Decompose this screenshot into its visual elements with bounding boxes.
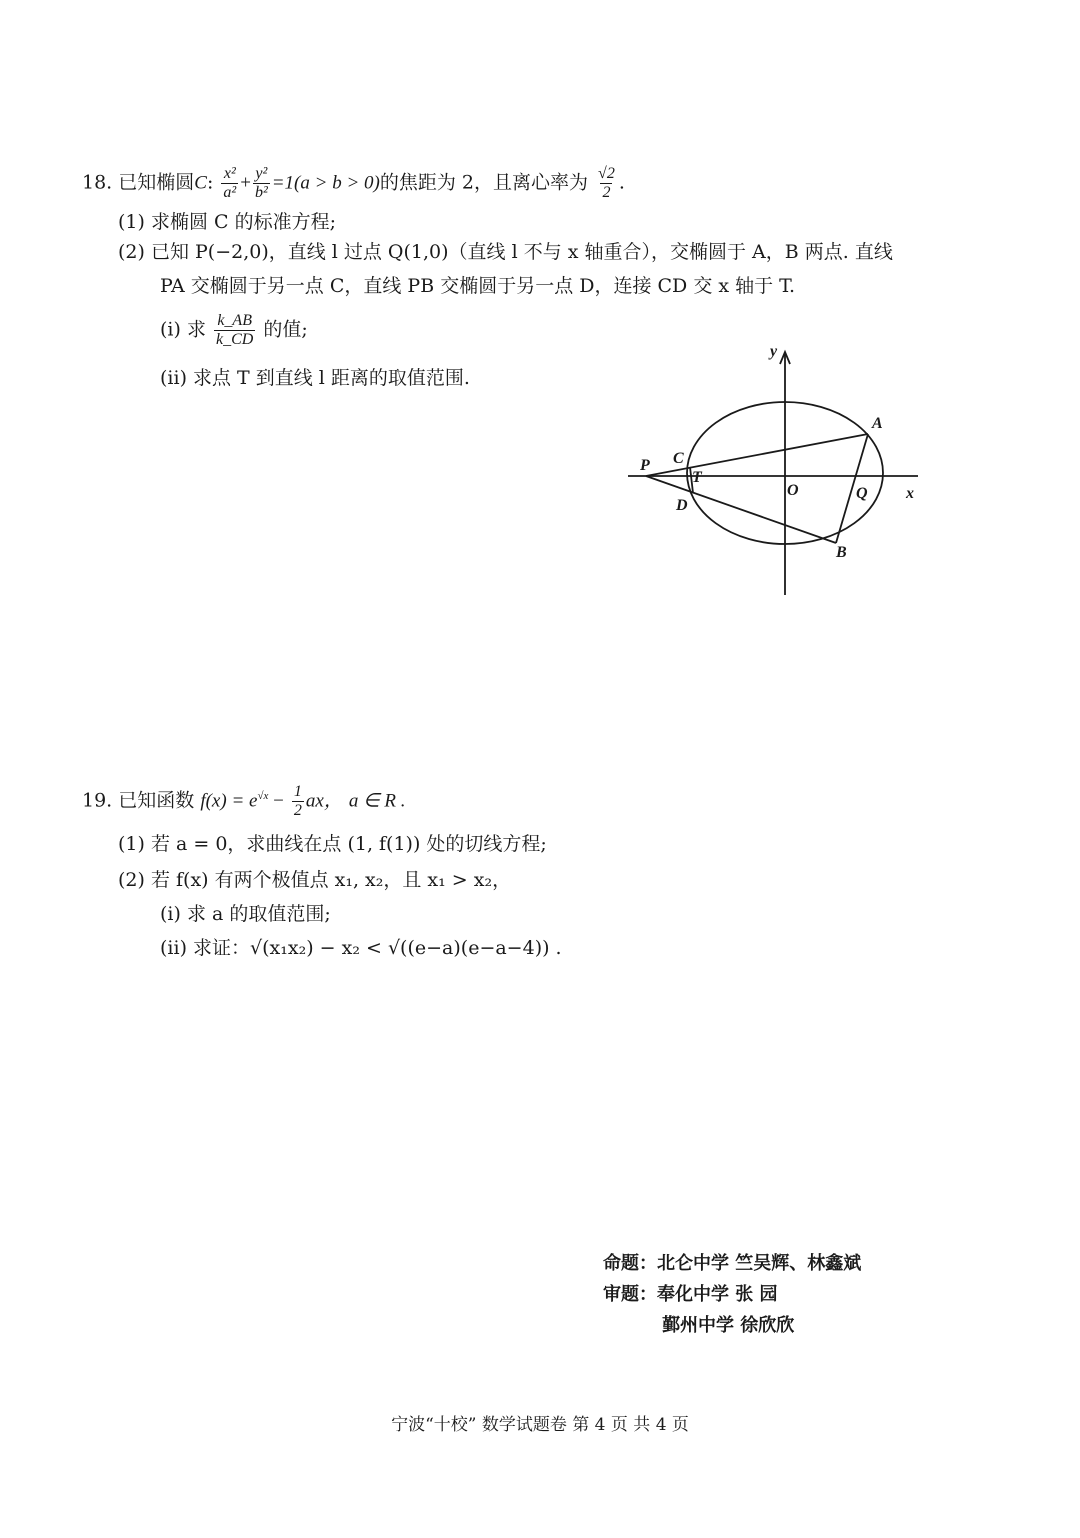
q18-stem-text-b: 的焦距为 2，且离心率为 [379, 171, 588, 194]
q18-part2-line1: (2) 已知 P(−2,0)，直线 l 过点 Q(1,0)（直线 l 不与 x 轴重合），交椭圆于 A，B 两点. 直线 [118, 241, 893, 263]
q18-condition: =1(a > b > 0) [271, 172, 380, 194]
q19-stem-prefix: 已知函数 [118, 789, 195, 812]
q19-function: f(x) = e [200, 790, 258, 812]
q18-eccentricity: $\frac{√2}{2}$ [598, 165, 615, 201]
label-x: x [906, 485, 914, 502]
ellipse-figure [620, 340, 930, 602]
q18-stem [82, 165, 625, 202]
label-y: y [770, 343, 778, 360]
label-O: O [787, 482, 799, 499]
q19-part1: (1) 若 a = 0，求曲线在点 (1, f(1)) 处的切线方程; [118, 833, 547, 855]
q19-stem [82, 782, 406, 820]
q18-frac-y: $\frac{\text{y²}}{\text{b²}}$ [254, 165, 268, 201]
q18-sub-ii: (ii) 求点 T 到直线 l 距离的取值范围. [160, 367, 470, 389]
q19-sub-ii: (ii) 求证：√(x₁x₂) − x₂ < √((e−a)(e−a−4)) . [160, 937, 562, 959]
q18-sub-i-suffix: 的值; [263, 318, 308, 341]
label-P: P [640, 457, 650, 474]
q19-number: 19. [82, 789, 113, 812]
credits-reviewer-2: 鄞州中学 徐欣欣 [662, 1315, 795, 1336]
q18-sub-i [160, 312, 308, 349]
q18-part1: (1) 求椭圆 C 的标准方程; [118, 211, 336, 233]
q18-ellipse-name: C [194, 172, 207, 194]
q18-part2-line2: PA 交椭圆于另一点 C，直线 PB 交椭圆于另一点 D，连接 CD 交 x 轴于 T. [160, 275, 796, 297]
q18-frac-x: $\frac{\text{x²}}{\text{a²}}$ [223, 165, 237, 201]
segment-PB [646, 476, 836, 543]
q19-exponent: √x [257, 790, 269, 802]
label-B: B [836, 544, 847, 561]
label-A: A [872, 415, 883, 432]
label-Q: Q [856, 485, 868, 502]
page-footer: 宁波“十校” 数学试题卷 第 4 页 共 4 页 [391, 1415, 689, 1435]
q18-number: 18. [82, 171, 113, 194]
q18-colon: : [206, 171, 214, 194]
q18-slope-ratio: $\frac{k\_AB}{k\_CD}$ [216, 312, 254, 348]
label-C: C [673, 450, 684, 467]
q19-half: $\frac{1}{2}$ [293, 782, 302, 819]
label-D: D [676, 497, 688, 514]
credits-author: 命题：北仑中学 竺吴辉、林鑫斌 [603, 1253, 862, 1274]
q19-ax: ax， [305, 790, 343, 812]
q18-stem-end: . [618, 171, 625, 194]
q18-stem-text-a: 已知椭圆 [118, 171, 195, 194]
q19-domain: a ∈ R . [348, 790, 406, 812]
q19-minus: − [268, 790, 284, 812]
label-T: T [692, 469, 702, 486]
q18-plus: + [240, 172, 251, 194]
q19-part2: (2) 若 f(x) 有两个极值点 x₁, x₂，且 x₁ > x₂， [118, 869, 512, 891]
q18-sub-i-prefix: (i) 求 [160, 318, 206, 341]
q19-sub-i: (i) 求 a 的取值范围; [160, 903, 331, 925]
credits-reviewer: 审题：奉化中学 张 园 [603, 1284, 778, 1305]
